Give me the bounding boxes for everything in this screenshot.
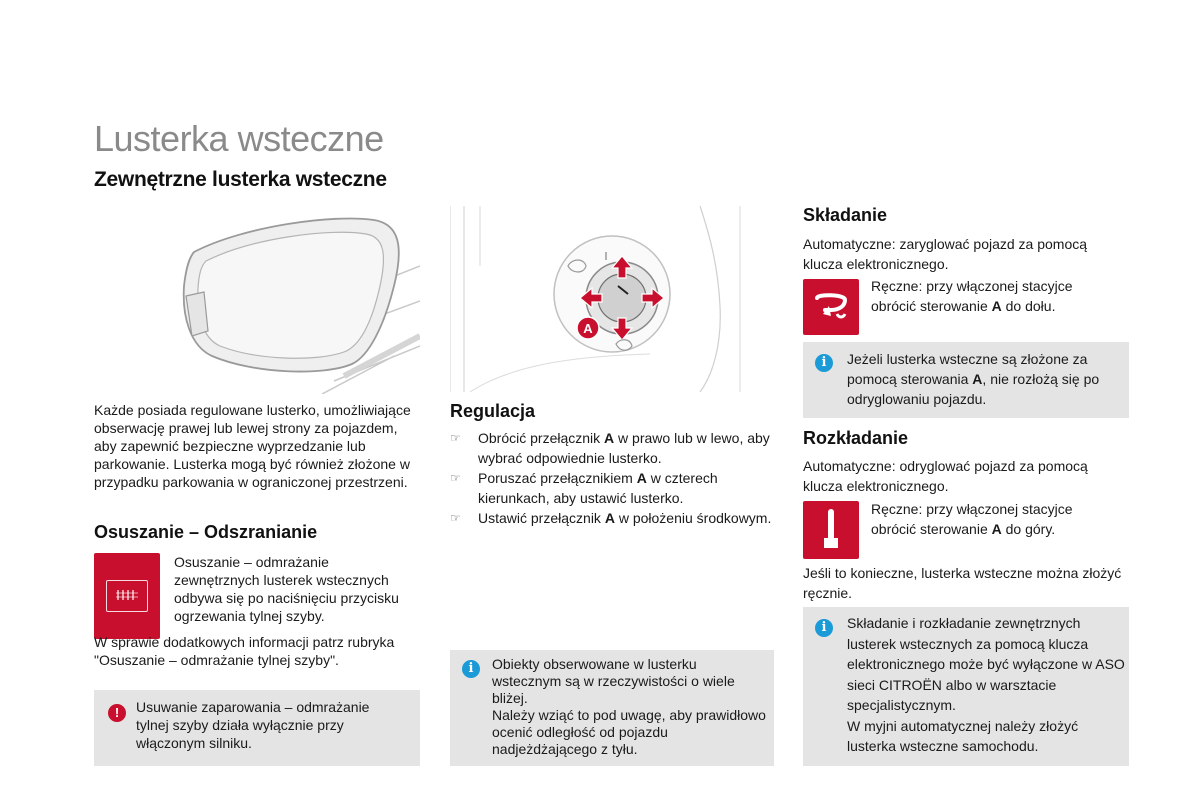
info-note-fold xyxy=(803,342,1129,418)
regulation-step: ☞ Ustawić przełącznik A w położeniu środkowym. xyxy=(450,510,772,526)
regulation-heading: Regulacja xyxy=(450,401,536,421)
switch-label-a: A xyxy=(583,321,593,336)
warning-icon: ! xyxy=(108,704,126,722)
intro-paragraph: Każde posiada regulowane lusterko, umożliwiające obserwację prawej lub lewej strony za pojazdem, aby zapewnić bezpieczne wyprzedzanie lub parkowanie. Lusterka mogą być również złożone w przypadku parkowania w ograniczonej przestrzeni. xyxy=(94,402,411,490)
mirror-fold-icon-box xyxy=(803,279,859,335)
info-note-key xyxy=(803,607,1129,766)
fold-auto-text: Automatyczne: zaryglować pojazd za pomocą klucza elektronicznego. xyxy=(803,236,1088,272)
warning-note-text: Usuwanie zaparowania – odmrażanie tylnej szyby działa wyłącznie przy włączonym silniku. xyxy=(136,699,370,751)
mirror-unfold-icon xyxy=(816,508,846,552)
info-icon: i xyxy=(815,619,833,637)
info-note-distance-text: Obiekty obserwowane w lusterku wstecznym są w rzeczywistości o wiele bliżej. Należy wziąć to pod uwagę, aby prawidłowo ocenić odległość od pojazdu nadjeżdżającego z tyłu. xyxy=(492,656,766,757)
fold-manual-text: Ręczne: przy włączonej stacyjce obrócić sterowanie A do dołu. xyxy=(871,278,1073,314)
regulation-step: ☞ Obrócić przełącznik A w prawo lub w lewo, aby wybrać odpowiednie lusterko. xyxy=(450,430,770,466)
side-mirror-illustration xyxy=(94,206,420,394)
pointing-hand-icon: ☞ xyxy=(450,511,461,525)
info-note-distance xyxy=(450,650,774,766)
info-icon: i xyxy=(815,354,833,372)
mirror-unfold-icon-box xyxy=(803,501,859,559)
pointing-hand-icon: ☞ xyxy=(450,431,461,445)
unfold-heading: Rozkładanie xyxy=(803,428,909,448)
info-icon: i xyxy=(462,660,480,678)
page-title: Lusterka wsteczne xyxy=(94,118,384,159)
fold-heading: Składanie xyxy=(803,205,888,225)
warning-note xyxy=(94,690,420,766)
info-note-key-text: Składanie i rozkładanie zewnętrznych lusterek wstecznych za pomocą klucza elektronicznego może być wyłączone w ASO sieci CITROËN albo w warsztacie specjalistycznym. W myjni automatycznej należy złożyć lusterka wsteczne samochodu. xyxy=(847,615,1125,754)
defrost-text: Osuszanie – odmrażanie zewnętrznych lusterek wstecznych odbywa się po naciśnięciu przycisku ogrzewania tylnej szyby. xyxy=(174,554,399,624)
pointing-hand-icon: ☞ xyxy=(450,471,461,485)
unfold-manual-text: Ręczne: przy włączonej stacyjce obrócić sterowanie A do góry. xyxy=(871,501,1073,537)
regulation-step: ☞ Poruszać przełącznikiem A w czterech kierunkach, aby ustawić lusterko. xyxy=(450,470,718,506)
section-title: Zewnętrzne lusterka wsteczne xyxy=(94,168,387,191)
rear-defrost-icon xyxy=(106,580,148,612)
mirror-fold-icon xyxy=(811,292,851,322)
defrost-heading: Osuszanie – Odszranianie xyxy=(94,522,318,542)
rear-defrost-icon-box xyxy=(94,553,160,639)
unfold-auto-text: Automatyczne: odryglować pojazd za pomocą klucza elektronicznego. xyxy=(803,458,1088,494)
defrost-reference: W sprawie dodatkowych informacji patrz rubryka "Osuszanie – odmrażanie tylnej szyby". xyxy=(94,634,395,668)
regulation-steps xyxy=(450,428,780,528)
manual-fold-text: Jeśli to konieczne, lusterka wsteczne można złożyć ręcznie. xyxy=(803,565,1122,601)
info-note-fold-text: Jeżeli lusterka wsteczne są złożone za pomocą sterowania A, nie rozłożą się po odryglowaniu pojazdu. xyxy=(847,351,1100,407)
switch-diagram xyxy=(450,206,774,392)
